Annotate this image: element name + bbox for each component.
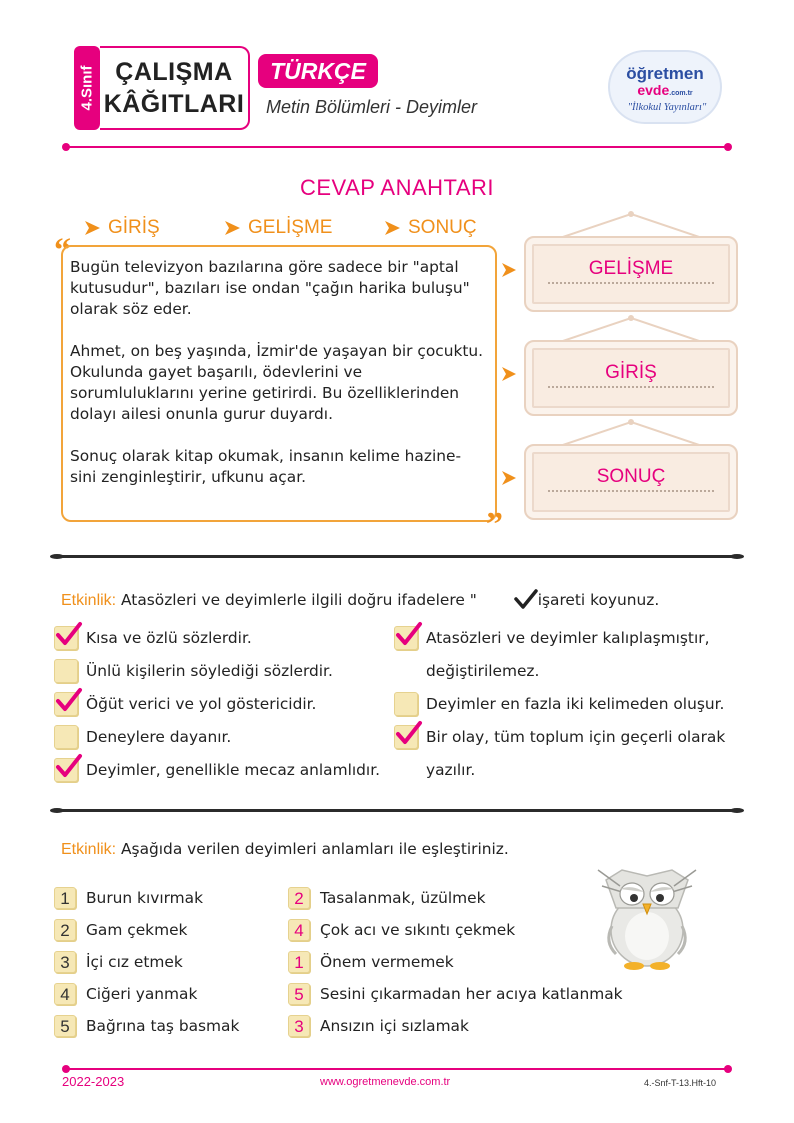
logo-tagline: "İlkokul Yayınları" — [627, 102, 707, 113]
answer-number-box[interactable]: 1 — [288, 951, 310, 973]
idiom-row — [54, 949, 183, 975]
meaning-text: Çok acı ve sıkıntı çekmek — [320, 921, 516, 939]
heading-item-giris — [82, 217, 160, 239]
topic-title: Metin Bölümleri - Deyimler — [266, 97, 478, 117]
chevron-right-icon — [500, 262, 518, 278]
text-passage — [61, 245, 497, 522]
pink-check-icon — [53, 751, 83, 781]
meaning-row — [288, 917, 515, 943]
title-box — [100, 46, 250, 130]
heading-label: GİRİŞ — [108, 217, 160, 238]
heading-item-gelisme — [222, 217, 332, 239]
statement-row — [54, 690, 316, 718]
answer-number-box[interactable]: 3 — [288, 1015, 310, 1037]
owl-illustration-icon — [592, 856, 702, 972]
footer-code: 4.-Snf-T-13.Hft-10 — [644, 1078, 717, 1088]
statement-row — [54, 657, 333, 685]
checkbox[interactable] — [394, 692, 418, 716]
publisher-logo — [606, 44, 724, 128]
meaning-text: Önem vermemek — [320, 953, 454, 971]
statement-text: Deyimler en fazla iki kelimeden oluşur. — [426, 695, 725, 713]
statement-continuation: yazılır. — [426, 761, 476, 779]
footer-year: 2022-2023 — [62, 1074, 125, 1089]
section-divider — [54, 809, 740, 812]
logo-domain: .com.tr — [669, 90, 693, 97]
pink-check-icon — [53, 619, 83, 649]
meaning-row — [288, 981, 623, 1007]
activity-1-instruction — [61, 589, 659, 610]
statement-text: Deyimler, genellikle mecaz anlamlıdır. — [86, 761, 381, 779]
footer-website[interactable]: www.ogretmenevde.com.tr — [320, 1076, 451, 1088]
activity-2-instruction — [61, 840, 509, 859]
idiom-text: Gam çekmek — [86, 921, 188, 939]
chevron-right-icon — [382, 220, 402, 236]
grade-tab — [74, 46, 100, 130]
heading-label: GELİŞME — [248, 217, 333, 238]
statement-row — [54, 723, 231, 751]
idiom-row — [54, 981, 197, 1007]
title-line-1: ÇALIŞMA — [115, 58, 233, 86]
logo-brand — [616, 66, 714, 102]
chevron-right-icon — [500, 366, 518, 382]
checkbox[interactable] — [54, 692, 78, 716]
answer-text: GİRİŞ — [548, 362, 714, 388]
idiom-number: 4 — [54, 983, 76, 1005]
instruction-text: Atasözleri ve deyimlerle ilgili doğru ifadelere " — [121, 591, 477, 609]
chevron-right-icon — [500, 470, 518, 486]
logo-brand-1: öğretmen — [626, 64, 704, 83]
statement-continuation: değiştirilemez. — [426, 662, 540, 680]
meaning-row — [288, 949, 454, 975]
grade-label: 4.Sınıf — [78, 65, 96, 111]
idiom-text: Ciğeri yanmak — [86, 985, 198, 1003]
activity-keyword: Etkinlik: — [61, 592, 117, 609]
idiom-number: 5 — [54, 1015, 76, 1037]
header-divider — [66, 146, 728, 148]
pink-check-icon — [393, 718, 423, 748]
idiom-row — [54, 885, 203, 911]
title-line-2: KÂĞITLARI — [103, 90, 245, 118]
idiom-text: İçi cız etmek — [86, 953, 183, 971]
idiom-text: Bağrına taş basmak — [86, 1017, 240, 1035]
idiom-number: 1 — [54, 887, 76, 909]
meaning-row — [288, 1013, 469, 1039]
idiom-text: Burun kıvırmak — [86, 889, 204, 907]
chevron-right-icon — [222, 220, 242, 236]
checkbox[interactable] — [54, 626, 78, 650]
pink-check-icon — [393, 619, 423, 649]
footer-divider — [66, 1068, 728, 1070]
statement-row — [54, 756, 380, 784]
statement-text: Kısa ve özlü sözlerdir. — [86, 629, 252, 647]
chevron-right-icon — [82, 220, 102, 236]
paragraph-3: Sonuç olarak kitap okumak, insanın kelime hazine-sini zenginleştirir, ufkunu açar. — [70, 447, 461, 486]
checkbox[interactable] — [394, 626, 418, 650]
heading-label: SONUÇ — [408, 217, 477, 238]
checkbox[interactable] — [54, 758, 78, 782]
answer-frame-3 — [524, 444, 738, 520]
pink-check-icon — [53, 685, 83, 715]
answer-number-box[interactable]: 4 — [288, 919, 310, 941]
answer-number-box[interactable]: 5 — [288, 983, 310, 1005]
statement-row — [394, 690, 724, 718]
paragraph-2: Ahmet, on beş yaşında, İzmir'de yaşayan bir çocuktu. Okulunda gayet başarılı, ödevlerini ve sorumluluklarını yerine getirirdi. Bu özelliklerinden dolayı ailesi onunla gurur duyardı. — [70, 342, 484, 423]
close-quote-icon: ” — [486, 506, 503, 543]
statement-text: Deneylere dayanır. — [86, 728, 232, 746]
answer-key-title: CEVAP ANAHTARI — [299, 175, 495, 200]
subject-badge: TÜRKÇE — [258, 54, 378, 88]
meaning-text: Sesini çıkarmadan her acıya katlanmak — [320, 985, 623, 1003]
logo-brand-2: evde — [637, 82, 670, 98]
section-divider — [54, 555, 740, 558]
answer-text: SONUÇ — [548, 466, 714, 492]
idiom-number: 3 — [54, 951, 76, 973]
checkbox[interactable] — [54, 725, 78, 749]
meaning-row — [288, 885, 486, 911]
statement-text: Bir olay, tüm toplum için geçerli olarak — [426, 728, 726, 746]
idiom-row — [54, 917, 187, 943]
instruction-text: Aşağıda verilen deyimleri anlamları ile eşleştiriniz. — [121, 840, 509, 858]
paragraph-1: Bugün televizyon bazılarına göre sadece bir "aptal kutusudur", bazıları ise ondan "çağın harika buluşu" olarak söz eder. — [70, 258, 470, 318]
answer-number-box[interactable]: 2 — [288, 887, 310, 909]
activity-keyword: Etkinlik: — [61, 841, 117, 858]
statement-row — [394, 723, 725, 751]
statement-text: Öğüt verici ve yol göstericidir. — [86, 695, 317, 713]
answer-text: GELİŞME — [548, 258, 714, 284]
meaning-text: Ansızın içi sızlamak — [320, 1017, 469, 1035]
checkbox[interactable] — [54, 659, 78, 683]
statement-row — [54, 624, 252, 652]
checkbox[interactable] — [394, 725, 418, 749]
answer-frame-1 — [524, 236, 738, 312]
answer-frame-2 — [524, 340, 738, 416]
statement-text: Ünlü kişilerin söylediği sözlerdir. — [86, 662, 333, 680]
meaning-text: Tasalanmak, üzülmek — [320, 889, 486, 907]
idiom-number: 2 — [54, 919, 76, 941]
statement-row — [394, 624, 709, 652]
statement-text: Atasözleri ve deyimler kalıplaşmıştır, — [426, 629, 710, 647]
open-quote-icon: “ — [54, 232, 71, 269]
heading-item-sonuc — [382, 217, 477, 239]
checkmark-icon — [514, 589, 538, 609]
idiom-row — [54, 1013, 239, 1039]
instruction-text-end: işareti koyunuz. — [537, 591, 660, 609]
